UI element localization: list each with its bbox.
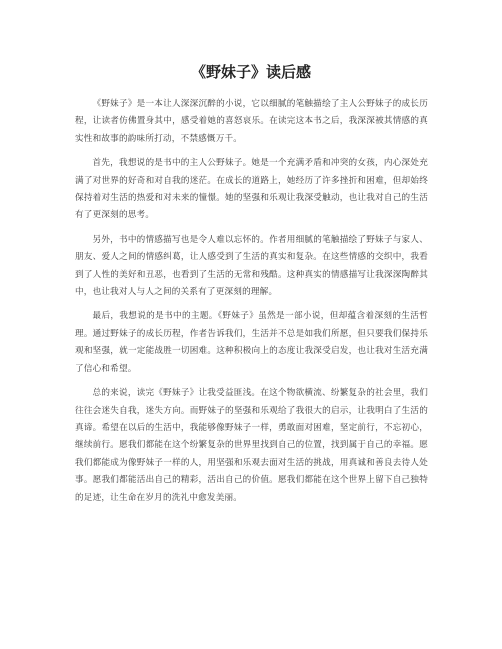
paragraph: 另外，书中的情感描写也是令人难以忘怀的。作者用细腻的笔触描绘了野妹子与家人、朋友、爱人之间的情感纠葛，让人感受到了生活的真实和复杂。在这些情感的交织中，我看到了人性的美好和丑恶，也看到了生活的无常和残酷。这种真实的情感描写让我深深陶醉其中，也让我对人与人之间的关系有了更深刻的理解。 (75, 234, 428, 298)
document-body (75, 96, 428, 514)
paragraph: 首先，我想说的是书中的主人公野妹子。她是一个充满矛盾和冲突的女孩，内心深处充满了对世界的好奇和对自我的迷茫。在成长的道路上，她经历了许多挫折和困难，但却始终保持着对生活的热爱和对未来的憧憬。她的坚强和乐观让我深受触动，也让我对自己的生活有了更深刻的思考。 (75, 158, 428, 221)
paragraph: 《野妹子》是一本让人深深沉醉的小说，它以细腻的笔触描绘了主人公野妹子的成长历程，让读者仿佛置身其中，感受着她的喜怒哀乐。在读完这本书之后，我深深被其情感的真实性和故事的韵味所打动，不禁感慨万千。 (75, 99, 428, 144)
paragraph: 总的来说，读完《野妹子》让我受益匪浅。在这个物欲横流、纷繁复杂的社会里，我们往往会迷失自我，迷失方向。而野妹子的坚强和乐观给了我很大的启示，让我明白了生活的真谛。希望在以后的生活中，我能够像野妹子一样，勇敢面对困难，坚定前行，不忘初心，继续前行。愿我们都能在这个纷繁复杂的世界里找到自己的位置，找到属于自己的幸福。愿我们都能成为像野妹子一样的人，用坚强和乐观去面对生活的挑战，用真诚和善良去待人处事。愿我们都能活出自己的精彩，活出自己的价值。愿我们都能在这个世界上留下自己独特的足迹，让生命在岁月的洗礼中愈发美丽。 (75, 388, 428, 503)
paragraph: 最后，我想说的是书中的主题。《野妹子》虽然是一部小说，但却蕴含着深刻的生活哲理。通过野妹子的成长历程，作者告诉我们，生活并不总是如我们所愿，但只要我们保持乐观和坚强，就一定能战胜一切困难。这种积极向上的态度让我深受启发，也让我对生活充满了信心和希望。 (75, 311, 428, 374)
document-title: 《野妹子》读后感 (190, 63, 311, 81)
